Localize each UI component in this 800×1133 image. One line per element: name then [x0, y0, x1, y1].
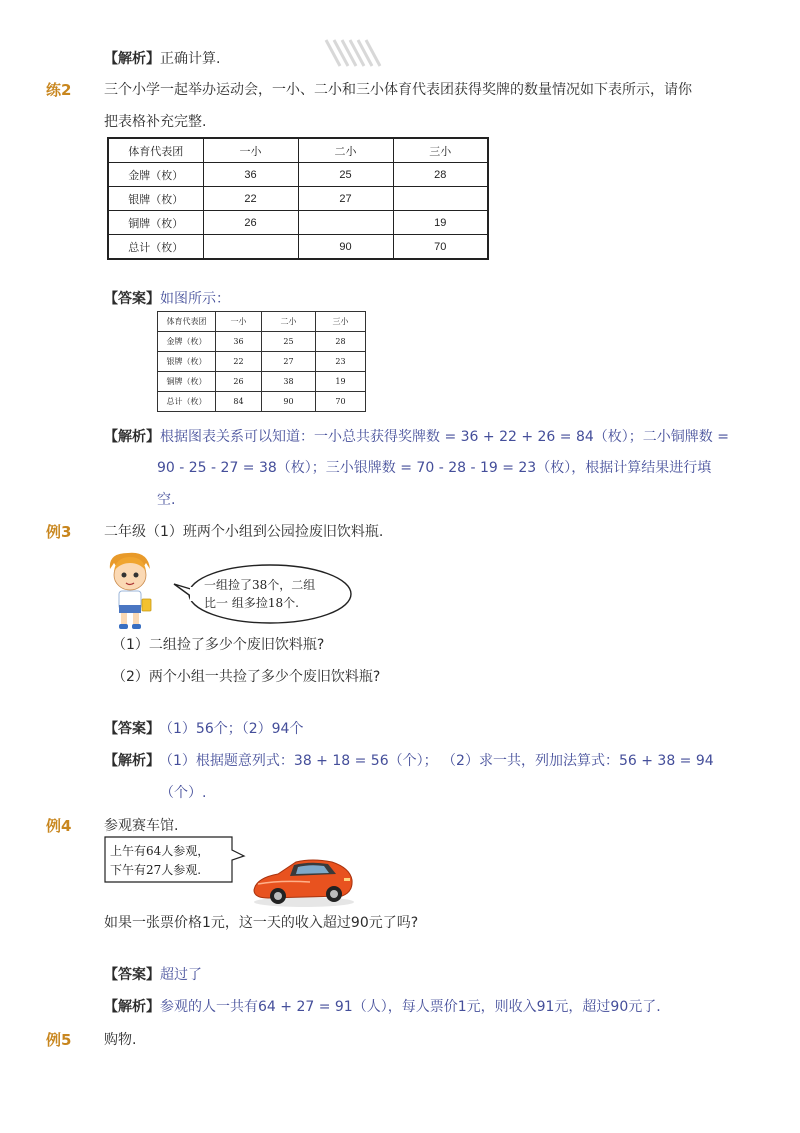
table-row [158, 332, 366, 352]
example-label: 例5 [46, 1031, 72, 1049]
table-cell: 25 [298, 163, 393, 187]
table-cell: 28 [393, 163, 488, 187]
table-cell: 90 [262, 392, 316, 412]
table-cell: 铜牌（枚） [108, 211, 203, 235]
practice-label: 练2 [46, 81, 72, 99]
table-cell: 84 [216, 392, 262, 412]
table-cell: 23 [316, 352, 366, 372]
table-header-cell: 三小 [393, 138, 488, 163]
sign-text-line2: 下午有27人参观. [110, 863, 202, 877]
example-label: 例4 [46, 817, 72, 835]
analysis-line1 [104, 996, 661, 1016]
analysis-text: 正确计算. [160, 51, 221, 67]
table-cell: 19 [393, 211, 488, 235]
table-row [158, 372, 366, 392]
table-cell: 银牌（枚） [158, 352, 216, 372]
answer-text: 超过了 [160, 967, 202, 983]
table-cell: 22 [216, 352, 262, 372]
analysis-line2: 90 - 25 - 27 = 38（枚）；三小银牌数 = 70 - 28 - 19 = 23（枚），根据计算结果进行填 [157, 460, 712, 476]
analysis-line1 [104, 426, 729, 446]
table-header-row [158, 312, 366, 332]
answer-tag: 【答案】 [104, 721, 160, 737]
table-header-cell: 二小 [298, 138, 393, 163]
table-row [158, 392, 366, 412]
analysis-line1 [104, 750, 714, 770]
example-question: 如果一张票价格1元，这一天的收入超过90元了吗? [104, 915, 419, 931]
practice-text-line2: 把表格补充完整. [104, 114, 207, 130]
analysis-line2: （个）. [160, 785, 207, 801]
question-2: （2）两个小组一共捡了多少个废旧饮料瓶? [112, 669, 381, 685]
analysis-text: 参观的人一共有64 + 27 = 91（人），每人票价1元，则收入91元，超过90元了. [160, 999, 661, 1015]
table-cell: 27 [262, 352, 316, 372]
answer-tag: 【答案】 [104, 967, 160, 983]
table-cell: 金牌（枚） [158, 332, 216, 352]
bubble-text-line2: 比一 组多捡18个. [204, 596, 299, 610]
table-cell: 19 [316, 372, 366, 392]
table-cell: 22 [203, 187, 298, 211]
table-cell: 38 [262, 372, 316, 392]
table-cell: 25 [262, 332, 316, 352]
table-row [108, 211, 488, 235]
table-cell: 70 [316, 392, 366, 412]
boy-illustration [100, 549, 160, 631]
table-cell: 28 [316, 332, 366, 352]
speech-bubble [172, 562, 354, 626]
table-row [108, 187, 488, 211]
table-cell: 铜牌（枚） [158, 372, 216, 392]
table-header-cell: 三小 [316, 312, 366, 332]
visitor-sign [104, 836, 246, 884]
table-cell: 金牌（枚） [108, 163, 203, 187]
table-cell: 36 [203, 163, 298, 187]
watermark-logo [322, 38, 386, 68]
question-1: （1）二组捡了多少个废旧饮料瓶? [112, 637, 325, 653]
medal-table [107, 137, 489, 260]
table-header-cell: 一小 [216, 312, 262, 332]
example-intro: 参观赛车馆. [104, 818, 179, 834]
sign-text-line1: 上午有64人参观， [110, 844, 210, 858]
table-cell: 26 [216, 372, 262, 392]
answer-text: 如图所示： [160, 291, 230, 307]
table-cell-blank [393, 187, 488, 211]
example-label: 例3 [46, 523, 72, 541]
table-header-cell: 体育代表团 [108, 138, 203, 163]
answer-line [104, 288, 230, 308]
answer-line [104, 718, 303, 738]
table-row [108, 163, 488, 187]
table-cell: 90 [298, 235, 393, 260]
analysis-tag: 【解析】 [104, 51, 160, 67]
answer-text: （1）56个；（2）94个 [166, 721, 304, 737]
table-cell: 银牌（枚） [108, 187, 203, 211]
table-cell-blank [298, 211, 393, 235]
top-analysis [104, 48, 220, 68]
table-row [158, 352, 366, 372]
analysis-tag: 【解析】 [104, 753, 160, 769]
table-cell: 26 [203, 211, 298, 235]
table-cell-blank [203, 235, 298, 260]
race-car-illustration [250, 852, 356, 908]
answer-line [104, 964, 202, 984]
answer-tag: 【答案】 [104, 291, 160, 307]
practice-text-line1: 三个小学一起举办运动会，一小、二小和三小体育代表团获得奖牌的数量情况如下表所示，请你 [104, 82, 692, 98]
table-cell: 36 [216, 332, 262, 352]
example-intro: 购物. [104, 1032, 137, 1048]
table-header-cell: 体育代表团 [158, 312, 216, 332]
table-header-row [108, 138, 488, 163]
table-row [108, 235, 488, 260]
analysis-tag: 【解析】 [104, 999, 160, 1015]
example-intro: 二年级（1）班两个小组到公园捡废旧饮料瓶. [104, 524, 384, 540]
analysis-text: （1）根据题意列式：38 + 18 = 56（个）； （2）求一共，列加法算式：56 + 38 = 94 [166, 753, 714, 769]
analysis-text: 根据图表关系可以知道：一小总共获得奖牌数 = 36 + 22 + 26 = 84（枚）；二小铜牌数 = [160, 429, 729, 445]
table-cell: 总计（枚） [158, 392, 216, 412]
analysis-line3: 空. [157, 492, 176, 508]
bubble-text-line1: 一组捡了38个，二组 [204, 578, 316, 592]
table-cell: 27 [298, 187, 393, 211]
table-cell: 总计（枚） [108, 235, 203, 260]
answer-table [157, 311, 366, 412]
table-header-cell: 一小 [203, 138, 298, 163]
table-cell: 70 [393, 235, 488, 260]
table-header-cell: 二小 [262, 312, 316, 332]
analysis-tag: 【解析】 [104, 429, 160, 445]
